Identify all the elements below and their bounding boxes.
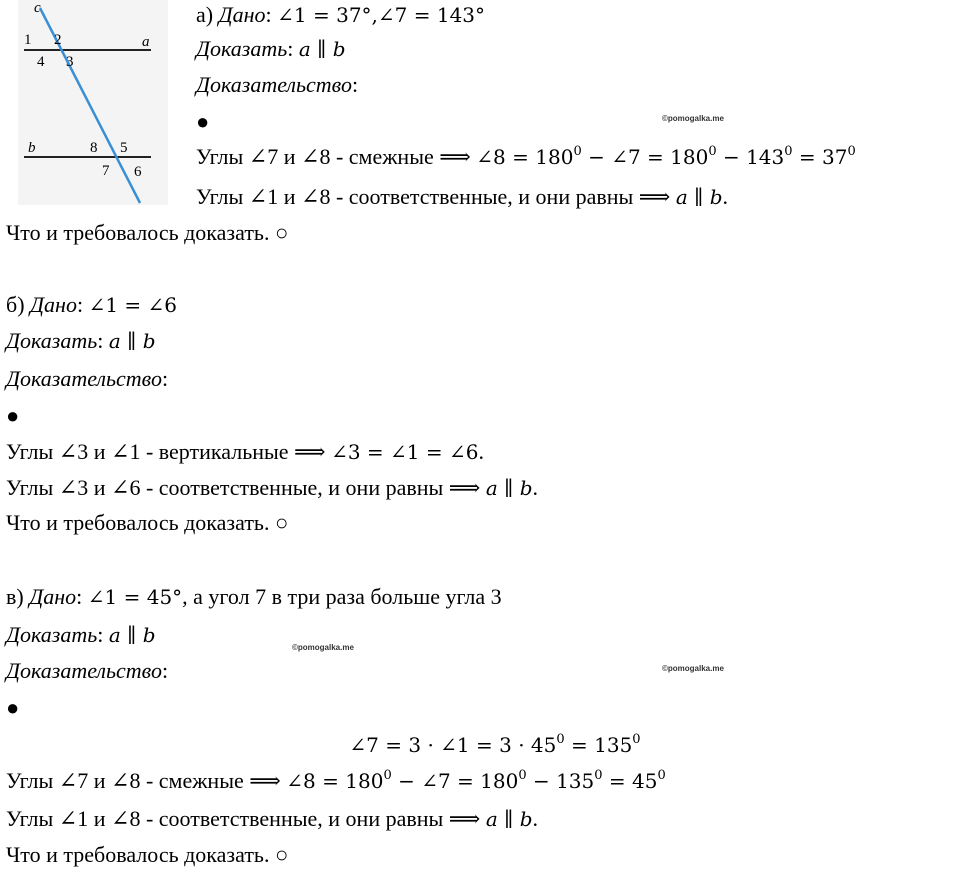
angle-label-6: 6 — [134, 164, 142, 180]
part-b-given: б) Дано: ∠1 = ∠6 — [6, 292, 178, 317]
label-a: a — [142, 34, 150, 50]
part-b-corresponding-line: Углы ∠3 и ∠6 - соответственные, и они равны ⟹ a ∥ b. — [6, 475, 539, 500]
angle-label-2: 2 — [54, 32, 62, 48]
part-c-bullet: ● — [6, 695, 20, 720]
geometry-figure — [18, 0, 168, 205]
part-c-qed: Что и требовалось доказать. ○ — [6, 842, 289, 867]
part-b-proof-heading: Доказательство: — [6, 366, 169, 391]
part-a-bullet: ● — [196, 109, 210, 134]
angle-label-3: 3 — [66, 54, 74, 70]
part-c-prove: Доказать: a ∥ b — [6, 622, 156, 647]
part-c-proof-heading: Доказательство: — [6, 658, 169, 683]
watermark: ©pomogalka.me — [292, 643, 354, 652]
angle-label-5: 5 — [120, 140, 128, 156]
part-a-given: а) Дано: ∠1 = 37°,∠7 = 143° — [196, 2, 486, 27]
part-c-given: в) Дано: ∠1 = 45°, а угол 7 в три раза больше угла 3 — [6, 584, 502, 609]
label-b: b — [28, 140, 36, 156]
part-b-qed: Что и требовалось доказать. ○ — [6, 510, 289, 535]
part-a-qed: Что и требовалось доказать. ○ — [6, 220, 289, 245]
angle-label-4: 4 — [37, 54, 45, 70]
part-c-adjacent-line: Углы ∠7 и ∠8 - смежные ⟹ ∠8 = $180^0$ − ∠7 = $180^0 - 135^0 = 45^0$ — [6, 768, 666, 793]
part-a-adjacent-line: Углы ∠7 и ∠8 - смежные ⟹ ∠8 = $180^0$ − ∠7 = $180^0 - 143^0 = 37^0$ — [196, 144, 856, 169]
part-a-prove: Доказать: a ∥ b — [196, 36, 346, 61]
label-c: c — [34, 0, 41, 16]
part-b-prove: Доказать: a ∥ b — [6, 328, 156, 353]
watermark: ©pomogalka.me — [662, 114, 724, 123]
part-c-formula: ∠7 = 3 · ∠1 = $3 \cdot 45^0 = 135^0$ — [349, 732, 641, 757]
angle-label-7: 7 — [102, 163, 110, 179]
part-b-bullet: ● — [6, 403, 20, 428]
part-a-corresponding-line: Углы ∠1 и ∠8 - соответственные, и они равны ⟹ a ∥ b. — [196, 184, 729, 209]
angle-label-1: 1 — [24, 32, 32, 48]
part-c-corresponding-line: Углы ∠1 и ∠8 - соответственные, и они равны ⟹ a ∥ b. — [6, 806, 539, 831]
part-a-proof-heading: Доказательство: — [196, 72, 359, 97]
part-b-vertical-line: Углы ∠3 и ∠1 - вертикальные ⟹ ∠3 = ∠1 = ∠6. — [6, 439, 484, 464]
angle-label-8: 8 — [90, 140, 98, 156]
watermark: ©pomogalka.me — [662, 664, 724, 673]
